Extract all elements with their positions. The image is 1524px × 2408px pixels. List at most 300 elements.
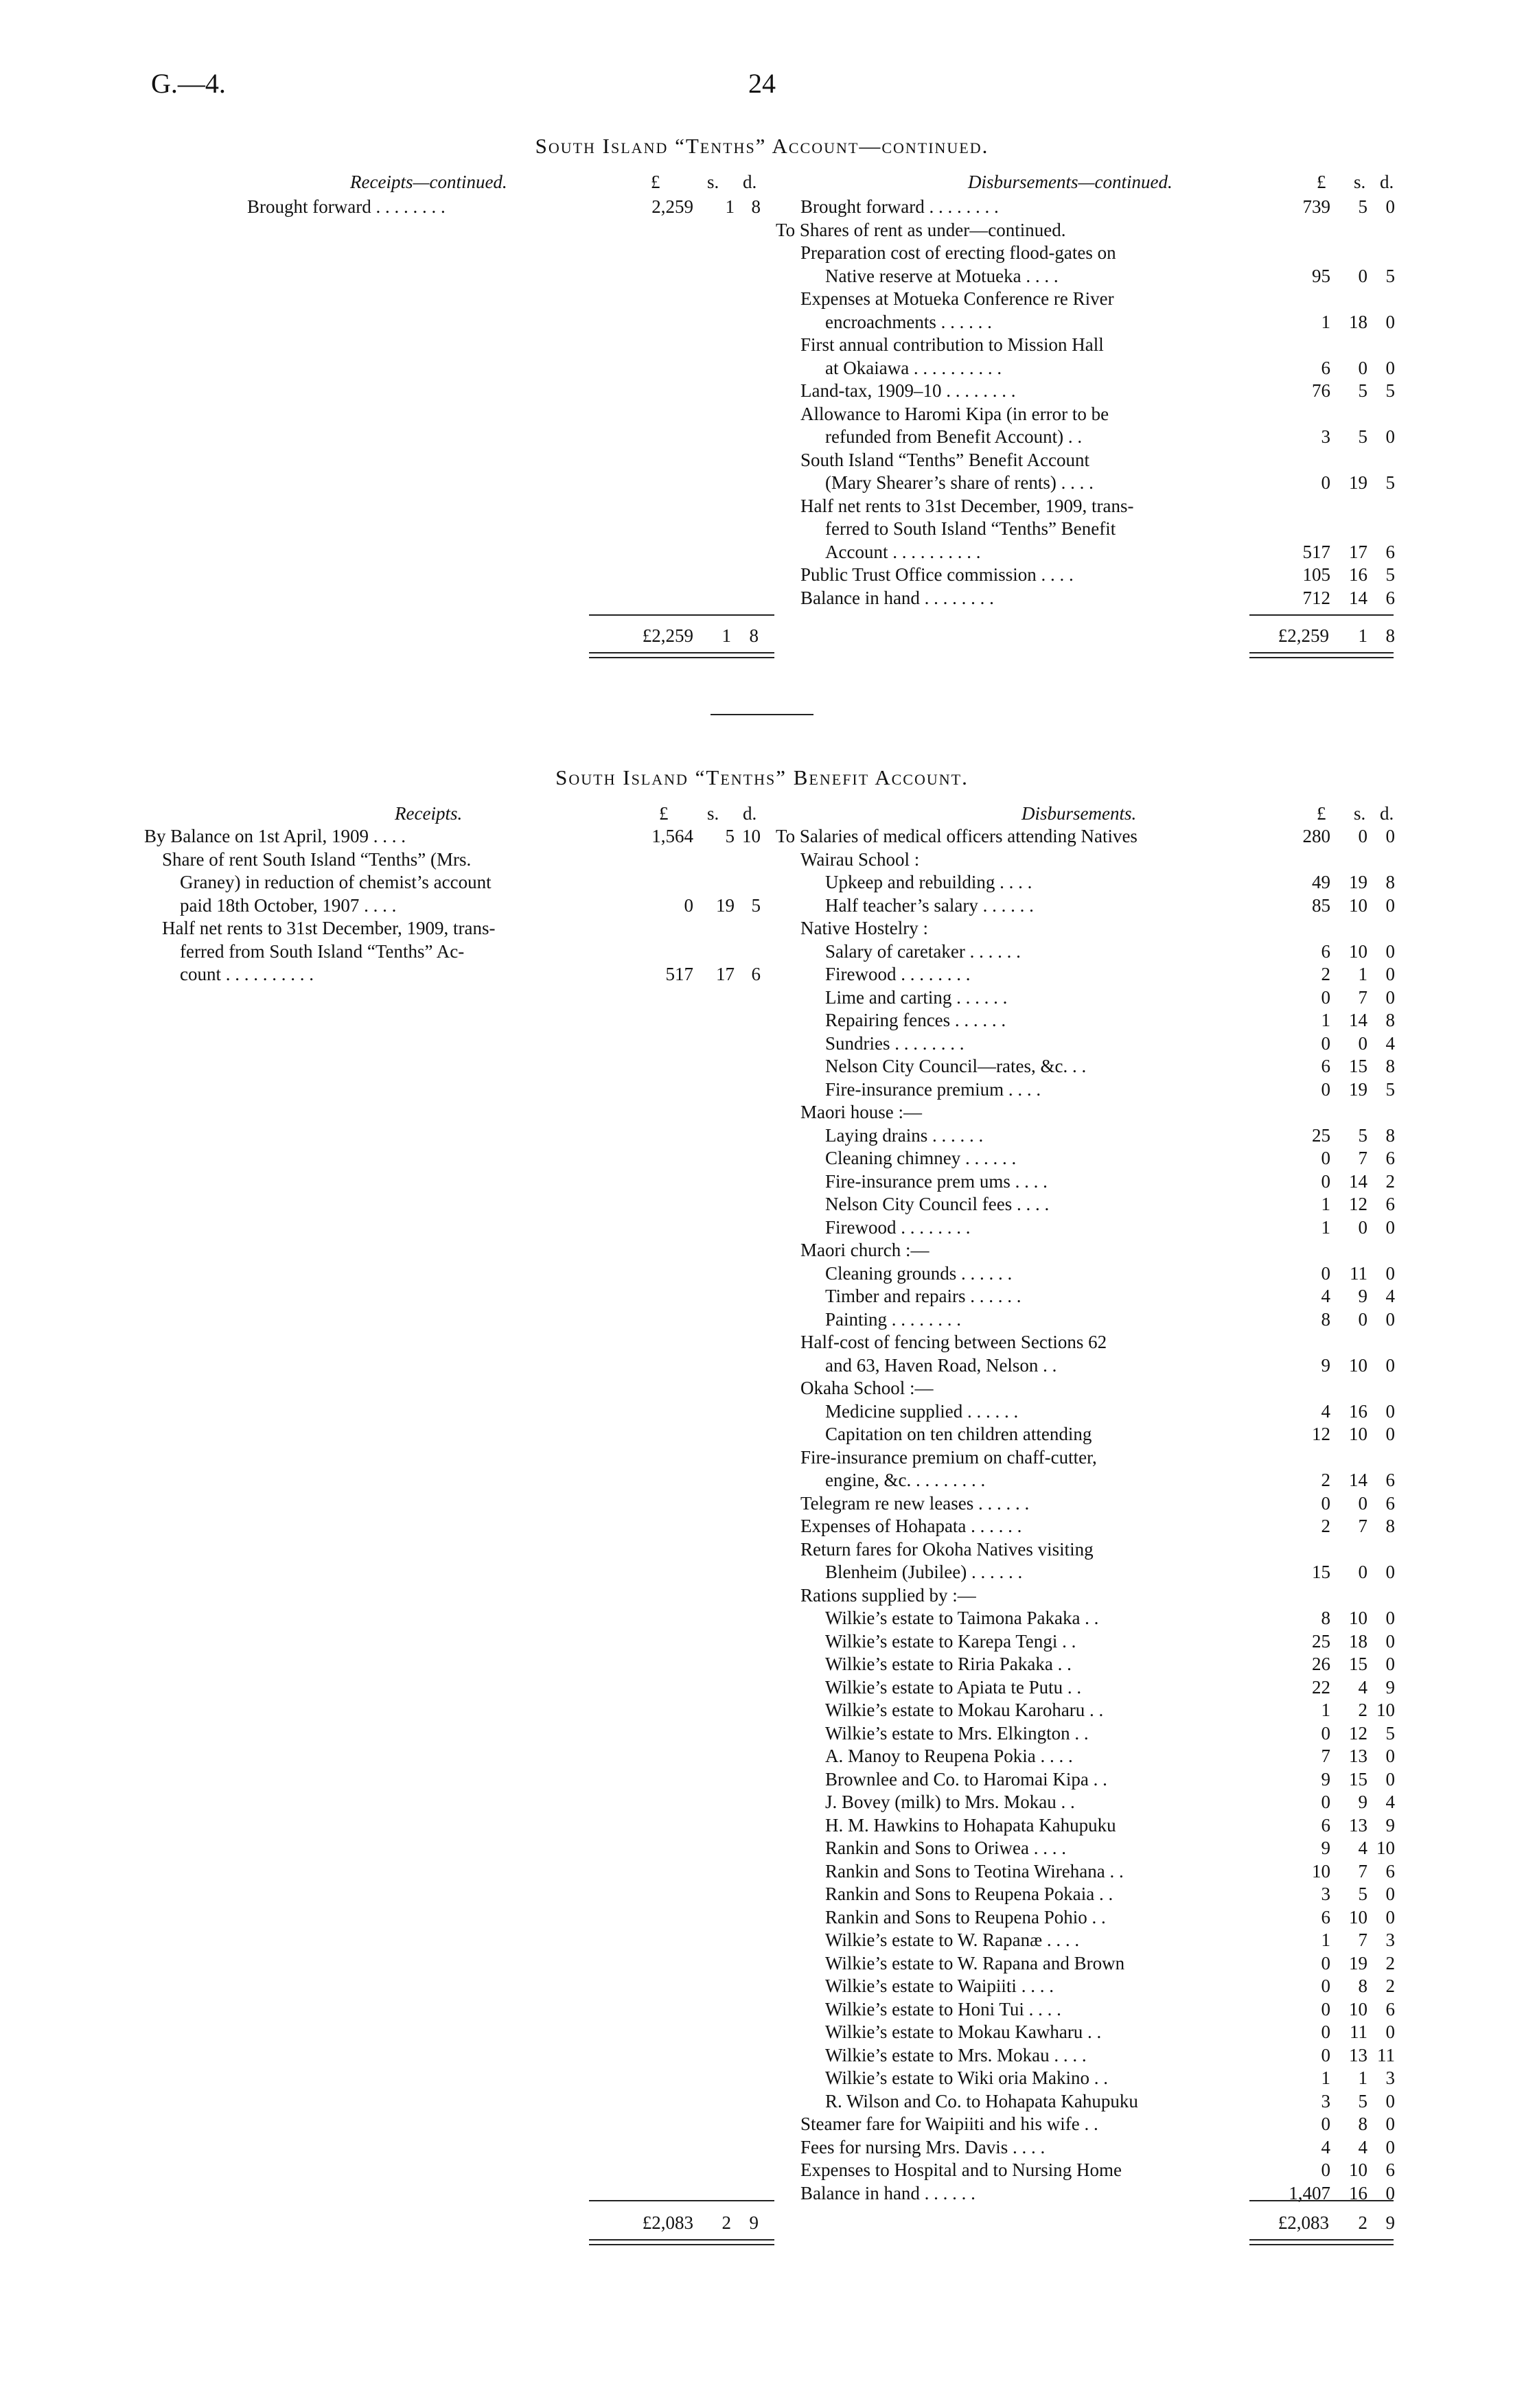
ledger-pence: 0 <box>1385 1654 1395 1674</box>
ledger-pence: 6 <box>1385 2160 1395 2180</box>
ledger-row <box>776 426 1400 448</box>
ledger-pounds: 3 <box>1321 1884 1330 1904</box>
ledger-shillings: 17 <box>716 964 735 984</box>
ledger-pounds: 0 <box>1321 1492 1330 1514</box>
ledger-row <box>776 871 1400 894</box>
ledger-shillings: 16 <box>1349 564 1367 585</box>
ledger-shillings: 12 <box>1349 1194 1367 1214</box>
account1-disb-total-pounds: £2,259 <box>1278 625 1329 646</box>
ledger-row <box>776 1469 1400 1492</box>
ledger-pounds: 6 <box>1321 1814 1330 1836</box>
ledger-shillings: 10 <box>1349 1354 1367 1376</box>
ledger-row <box>776 1515 1400 1538</box>
ledger-pounds: 1 <box>1321 1010 1330 1030</box>
ledger-item-label: Firewood . . . . . . . . <box>825 964 971 984</box>
ledger-pence: 0 <box>1385 2114 1395 2134</box>
ledger-shillings: 5 <box>1358 426 1367 447</box>
ledger-pence: 6 <box>1385 1492 1395 1514</box>
account2-disb-double-rule <box>1249 2239 1394 2245</box>
ledger-row <box>776 1446 1400 1469</box>
ledger-shillings: 0 <box>1358 1308 1367 1330</box>
ledger-item-label: Rations supplied by :— <box>800 1584 976 1606</box>
ledger-row <box>776 1055 1400 1078</box>
ledger-pence: 2 <box>1385 1952 1395 1973</box>
ledger-row <box>776 2113 1400 2135</box>
ledger-row <box>776 1860 1400 1883</box>
ledger-row <box>776 334 1400 356</box>
ledger-shillings: 13 <box>1349 1746 1367 1766</box>
ledger-pounds: 15 <box>1312 1562 1330 1582</box>
ledger-shillings: 14 <box>1349 1170 1367 1192</box>
ledger-pence: 0 <box>1385 1906 1395 1927</box>
ledger-item-label: Half-cost of fencing between Sections 62 <box>800 1332 1107 1352</box>
ledger-item-label: Wilkie’s estate to Honi Tui . . . . <box>825 1998 1061 2019</box>
ledger-shillings: 10 <box>1349 1608 1367 1628</box>
ledger-item-label: Telegram re new leases . . . . . . <box>800 1492 1030 1514</box>
ledger-row <box>144 825 769 848</box>
ledger-row <box>144 871 769 894</box>
ledger-item-label: Okaha School :— <box>800 1378 934 1398</box>
ledger-pence: 5 <box>1385 564 1395 585</box>
ledger-pounds: 0 <box>1321 2044 1330 2065</box>
ledger-shillings: 10 <box>1349 894 1367 916</box>
ledger-shillings: 1 <box>1358 964 1367 984</box>
ledger-pence: 2 <box>1385 1170 1395 1192</box>
account2-disb-total-pence: 9 <box>1385 2212 1395 2233</box>
ledger-shillings: 18 <box>1349 311 1367 332</box>
ledger-pounds: 7 <box>1321 1746 1330 1766</box>
ledger-pence: 0 <box>1385 1884 1395 1904</box>
ledger-item-label: Lime and carting . . . . . . <box>825 986 1008 1008</box>
account1-receipts-total-rule <box>589 614 774 616</box>
ledger-item-label: Wilkie’s estate to Karepa Tengi . . <box>825 1630 1076 1652</box>
ledger-pence: 0 <box>1385 1400 1395 1422</box>
ledger-item-label: Allowance to Haromi Kipa (in error to be <box>800 403 1109 424</box>
ledger-item-label: Half net rents to 31st December, 1909, trans- <box>800 495 1134 516</box>
ledger-row <box>776 1538 1400 1561</box>
ledger-pounds: 0 <box>1321 1722 1330 1744</box>
ledger-row <box>776 1607 1400 1630</box>
ledger-shillings: 0 <box>1358 1216 1367 1238</box>
ledger-pence: 5 <box>751 894 761 916</box>
ledger-row <box>776 357 1400 380</box>
ledger-pence: 0 <box>1385 1424 1395 1444</box>
ledger-row <box>776 1561 1400 1584</box>
ledger-shillings: 4 <box>1358 1676 1367 1698</box>
ledger-pounds: 0 <box>1321 2160 1330 2180</box>
ledger-pounds: 517 <box>1302 541 1330 562</box>
ledger-item-label: Nelson City Council—rates, &c. . . <box>825 1056 1087 1076</box>
ledger-shillings: 15 <box>1349 1654 1367 1674</box>
ledger-row <box>776 1400 1400 1423</box>
ledger-pence: 4 <box>1385 1792 1395 1812</box>
ledger-item-label: To Salaries of medical officers attending Natives <box>776 826 1138 846</box>
ledger-item-label: By Balance on 1st April, 1909 . . . . <box>144 826 406 846</box>
ledger-item-label: R. Wilson and Co. to Hohapata Kahupuku <box>825 2090 1138 2111</box>
ledger-pence: 8 <box>1385 1124 1395 1146</box>
ledger-item-label: Rankin and Sons to Reupena Pokaia . . <box>825 1884 1113 1904</box>
ledger-row <box>776 1078 1400 1101</box>
ledger-shillings: 7 <box>1358 1860 1367 1882</box>
ledger-pence: 2 <box>1385 1976 1395 1996</box>
account2-disb-total-rule <box>1249 2200 1394 2201</box>
ledger-row <box>776 495 1400 518</box>
ledger-pence: 0 <box>1385 964 1395 984</box>
ledger-pence: 6 <box>1385 587 1395 608</box>
ledger-row <box>776 1630 1400 1653</box>
ledger-item-label: Graney) in reduction of chemist’s account <box>180 872 492 892</box>
account2-receipts-shillings-header: s. <box>707 803 719 824</box>
ledger-pounds: 2,259 <box>651 196 693 217</box>
account1-disbursements-heading: Disbursements—continued. <box>968 172 1173 192</box>
ledger-row <box>776 1216 1400 1239</box>
ledger-shillings: 0 <box>1358 1492 1367 1514</box>
ledger-shillings: 5 <box>1358 196 1367 217</box>
ledger-item-label: South Island “Tenths” Benefit Account <box>800 449 1090 470</box>
ledger-row <box>776 1170 1400 1193</box>
ledger-pounds: 4 <box>1321 1286 1330 1306</box>
ledger-pence: 0 <box>1385 1354 1395 1376</box>
ledger-item-label: Land-tax, 1909–10 . . . . . . . . <box>800 380 1016 401</box>
ledger-shillings: 15 <box>1349 1056 1367 1076</box>
ledger-row <box>776 311 1400 334</box>
account1-disb-double-rule <box>1249 652 1394 658</box>
ledger-pence: 10 <box>1376 1838 1395 1858</box>
ledger-pounds: 739 <box>1302 196 1330 217</box>
ledger-pounds: 6 <box>1321 1056 1330 1076</box>
ledger-pence: 0 <box>1385 2022 1395 2042</box>
account1-disb-shillings-header: s. <box>1354 172 1366 192</box>
ledger-item-label: J. Bovey (milk) to Mrs. Mokau . . <box>825 1792 1075 1812</box>
account1-receipts-total-shillings: 1 <box>721 625 731 646</box>
ledger-item-label: Timber and repairs . . . . . . <box>825 1286 1021 1306</box>
ledger-row <box>776 1975 1400 1998</box>
ledger-row <box>776 1699 1400 1722</box>
ledger-shillings: 11 <box>1350 2022 1367 2042</box>
ledger-pounds: 2 <box>1321 1470 1330 1490</box>
ledger-pence: 8 <box>1385 1010 1395 1030</box>
account2-disb-pence-header: d. <box>1380 803 1394 824</box>
account1-receipts-total-pounds: £2,259 <box>642 625 693 646</box>
ledger-item-label: Rankin and Sons to Oriwea . . . . <box>825 1838 1066 1858</box>
ledger-pence: 0 <box>1385 894 1395 916</box>
ledger-shillings: 5 <box>1358 2090 1367 2111</box>
ledger-item-label: Wilkie’s estate to W. Rapanæ . . . . <box>825 1930 1080 1950</box>
ledger-item-label: Wilkie’s estate to Mokau Kawharu . . <box>825 2022 1102 2042</box>
ledger-item-label: Wilkie’s estate to Mrs. Mokau . . . . <box>825 2044 1087 2065</box>
ledger-pence: 5 <box>1385 1078 1395 1100</box>
ledger-pounds: 0 <box>1321 2114 1330 2134</box>
ledger-shillings: 18 <box>1349 1630 1367 1652</box>
ledger-pence: 10 <box>1376 1700 1395 1720</box>
ledger-item-label: encroachments . . . . . . <box>825 311 992 332</box>
ledger-shillings: 13 <box>1349 1814 1367 1836</box>
ledger-shillings: 12 <box>1349 1722 1367 1744</box>
ledger-shillings: 10 <box>1349 1906 1367 1927</box>
ledger-row <box>776 564 1400 586</box>
document-reference: G.—4. <box>151 68 226 99</box>
ledger-row <box>776 1791 1400 1814</box>
ledger-pounds: 0 <box>1321 1976 1330 1996</box>
ledger-row <box>776 1837 1400 1860</box>
ledger-pounds: 0 <box>1321 1148 1330 1168</box>
ledger-pence: 9 <box>1385 1814 1395 1836</box>
ledger-shillings: 4 <box>1358 2136 1367 2157</box>
ledger-row <box>776 1308 1400 1331</box>
ledger-pounds: 0 <box>1321 472 1330 493</box>
ledger-row <box>776 1331 1400 1354</box>
ledger-item-label: Wilkie’s estate to Taimona Pakaka . . <box>825 1608 1099 1628</box>
account1-receipts-shillings-header: s. <box>707 172 719 192</box>
ledger-shillings: 1 <box>1358 2068 1367 2088</box>
ledger-pounds: 9 <box>1321 1768 1330 1790</box>
ledger-item-label: and 63, Haven Road, Nelson . . <box>825 1354 1057 1376</box>
ledger-pence: 0 <box>1385 1746 1395 1766</box>
ledger-item-label: Return fares for Okoha Natives visiting <box>800 1538 1094 1560</box>
ledger-item-label: Fire-insurance premium on chaff-cutter, <box>800 1446 1097 1468</box>
ledger-row <box>776 1262 1400 1285</box>
ledger-item-label: H. M. Hawkins to Hohapata Kahupuku <box>825 1814 1116 1836</box>
ledger-pence: 0 <box>1385 1608 1395 1628</box>
ledger-row <box>776 587 1400 610</box>
ledger-pence: 6 <box>1385 1998 1395 2019</box>
ledger-pounds: 2 <box>1321 964 1330 984</box>
ledger-shillings: 19 <box>1349 1078 1367 1100</box>
ledger-row <box>776 1998 1400 2021</box>
account1-receipts-total-pence: 8 <box>749 625 759 646</box>
ledger-pounds: 517 <box>665 964 693 984</box>
ledger-pence: 0 <box>1385 986 1395 1008</box>
ledger-row <box>776 1377 1400 1400</box>
account2-receipts-total-shillings: 2 <box>721 2212 731 2233</box>
ledger-shillings: 16 <box>1349 2182 1367 2203</box>
ledger-row <box>776 963 1400 986</box>
ledger-item-label: Capitation on ten children attending <box>825 1424 1092 1444</box>
ledger-pounds: 0 <box>1321 1952 1330 1973</box>
ledger-pounds: 4 <box>1321 1400 1330 1422</box>
ledger-pounds: 12 <box>1312 1424 1330 1444</box>
ledger-item-label: Upkeep and rebuilding . . . . <box>825 872 1032 892</box>
ledger-item-label: Rankin and Sons to Teotina Wirehana . . <box>825 1860 1124 1882</box>
ledger-pounds: 1 <box>1321 1216 1330 1238</box>
ledger-row <box>144 917 769 940</box>
ledger-pounds: 1,564 <box>651 826 693 846</box>
ledger-item-label: Nelson City Council fees . . . . <box>825 1194 1050 1214</box>
ledger-pence: 0 <box>1385 1630 1395 1652</box>
ledger-row <box>776 940 1400 963</box>
ledger-pence: 5 <box>1385 380 1395 401</box>
ledger-item-label: Wilkie’s estate to Waipiiti . . . . <box>825 1976 1054 1996</box>
ledger-shillings: 16 <box>1349 1400 1367 1422</box>
ledger-pence: 6 <box>1385 1470 1395 1490</box>
ledger-row <box>776 1906 1400 1929</box>
ledger-shillings: 9 <box>1358 1286 1367 1306</box>
ledger-shillings: 0 <box>1358 826 1367 846</box>
ledger-item-label: Wairau School : <box>800 848 920 870</box>
ledger-item-label: Wilkie’s estate to Mrs. Elkington . . <box>825 1722 1089 1744</box>
account2-disb-total-shillings: 2 <box>1358 2212 1367 2233</box>
ledger-row <box>776 288 1400 310</box>
ledger-pence: 0 <box>1385 1562 1395 1582</box>
ledger-row <box>776 242 1400 264</box>
ledger-item-label: To Shares of rent as under—continued. <box>776 219 1066 240</box>
ledger-pounds: 3 <box>1321 426 1330 447</box>
ledger-item-label: Fire-insurance premium . . . . <box>825 1078 1041 1100</box>
ledger-pence: 8 <box>1385 1516 1395 1536</box>
ledger-pounds: 0 <box>1321 1792 1330 1812</box>
ledger-shillings: 7 <box>1358 1148 1367 1168</box>
ledger-pounds: 10 <box>1312 1860 1330 1882</box>
ledger-item-label: Firewood . . . . . . . . <box>825 1216 971 1238</box>
ledger-row <box>776 1929 1400 1952</box>
ledger-item-label: Wilkie’s estate to W. Rapana and Brown <box>825 1952 1125 1973</box>
ledger-shillings: 7 <box>1358 1930 1367 1950</box>
ledger-item-label: Salary of caretaker . . . . . . <box>825 940 1021 962</box>
ledger-pence: 0 <box>1385 426 1395 447</box>
ledger-item-label: Expenses to Hospital and to Nursing Home <box>800 2160 1122 2180</box>
ledger-row <box>776 917 1400 940</box>
ledger-pence: 0 <box>1385 1768 1395 1790</box>
ledger-row <box>776 1768 1400 1791</box>
ledger-shillings: 10 <box>1349 1998 1367 2019</box>
ledger-shillings: 0 <box>1358 1562 1367 1582</box>
ledger-pounds: 4 <box>1321 2136 1330 2157</box>
ledger-pence: 5 <box>1385 472 1395 493</box>
ledger-pence: 6 <box>1385 1148 1395 1168</box>
ledger-row <box>776 2044 1400 2067</box>
ledger-item-label: Fire-insurance prem ums . . . . <box>825 1170 1048 1192</box>
ledger-item-label: Cleaning chimney . . . . . . <box>825 1148 1017 1168</box>
ledger-pounds: 6 <box>1321 940 1330 962</box>
ledger-item-label: count . . . . . . . . . . <box>180 964 314 984</box>
ledger-item-label: engine, &c. . . . . . . . . <box>825 1470 986 1490</box>
account2-disbursements-heading: Disbursements. <box>1021 803 1137 824</box>
ledger-item-label: Balance in hand . . . . . . . . <box>800 587 994 608</box>
ledger-pence: 0 <box>1385 1308 1395 1330</box>
ledger-item-label: Share of rent South Island “Tenths” (Mrs. <box>162 848 472 870</box>
ledger-shillings: 14 <box>1349 587 1367 608</box>
account1-title: South Island “Tenths” Account—continued. <box>535 134 989 158</box>
ledger-shillings: 7 <box>1358 1516 1367 1536</box>
ledger-item-label: Painting . . . . . . . . <box>825 1308 962 1330</box>
account1-disb-pounds-header: £ <box>1317 172 1326 192</box>
ledger-shillings: 14 <box>1349 1010 1367 1030</box>
ledger-pence: 0 <box>1385 2090 1395 2111</box>
ledger-shillings: 10 <box>1349 2160 1367 2180</box>
ledger-item-label: Native reserve at Motueka . . . . <box>825 265 1059 286</box>
ledger-pence: 0 <box>1385 1262 1395 1284</box>
account1-receipts-double-rule <box>589 652 774 658</box>
ledger-row <box>776 986 1400 1009</box>
ledger-pounds: 9 <box>1321 1838 1330 1858</box>
ledger-row <box>776 894 1400 917</box>
ledger-item-label: Sundries . . . . . . . . <box>825 1032 965 1054</box>
ledger-pence: 4 <box>1385 1032 1395 1054</box>
ledger-row <box>776 1147 1400 1170</box>
ledger-pounds: 9 <box>1321 1354 1330 1376</box>
ledger-row <box>776 1354 1400 1377</box>
ledger-shillings: 4 <box>1358 1838 1367 1858</box>
ledger-pounds: 0 <box>1321 1998 1330 2019</box>
ledger-pounds: 280 <box>1302 826 1330 846</box>
ledger-item-label: Half teacher’s salary . . . . . . <box>825 894 1034 916</box>
ledger-item-label: Preparation cost of erecting flood-gates on <box>800 242 1116 263</box>
ledger-item-label: Steamer fare for Waipiiti and his wife . . <box>800 2114 1098 2134</box>
ledger-shillings: 8 <box>1358 2114 1367 2134</box>
ledger-row <box>144 963 769 986</box>
ledger-item-label: Account . . . . . . . . . . <box>825 541 981 562</box>
account2-receipts-pence-header: d. <box>743 803 757 824</box>
ledger-pounds: 0 <box>1321 1078 1330 1100</box>
ledger-row <box>776 1285 1400 1308</box>
ledger-row <box>776 403 1400 426</box>
ledger-shillings: 0 <box>1358 265 1367 286</box>
account2-receipts-total-pence: 9 <box>749 2212 759 2233</box>
ledger-row <box>144 894 769 917</box>
ledger-row <box>776 196 1400 218</box>
ledger-row <box>776 449 1400 472</box>
ledger-pounds: 1,407 <box>1289 2182 1330 2203</box>
ledger-shillings: 5 <box>1358 1884 1367 1904</box>
ledger-shillings: 19 <box>1349 1952 1367 1973</box>
ledger-pence: 0 <box>1385 2182 1395 2203</box>
ledger-item-label: Repairing fences . . . . . . <box>825 1010 1006 1030</box>
ledger-item-label: Medicine supplied . . . . . . <box>825 1400 1019 1422</box>
ledger-pounds: 1 <box>1321 1930 1330 1950</box>
ledger-pounds: 1 <box>1321 1194 1330 1214</box>
ledger-row <box>776 825 1400 848</box>
ledger-shillings: 9 <box>1358 1792 1367 1812</box>
ledger-pounds: 0 <box>684 894 693 916</box>
section-separator <box>711 714 813 715</box>
ledger-row <box>776 848 1400 871</box>
ledger-item-label: Native Hostelry : <box>800 918 928 938</box>
ledger-shillings: 19 <box>1349 872 1367 892</box>
ledger-pounds: 105 <box>1302 564 1330 585</box>
ledger-row <box>776 1009 1400 1032</box>
ledger-pounds: 712 <box>1302 587 1330 608</box>
ledger-pence: 11 <box>1377 2044 1395 2065</box>
ledger-item-label: Fees for nursing Mrs. Davis . . . . <box>800 2136 1046 2157</box>
account2-receipts-heading: Receipts. <box>395 803 463 824</box>
ledger-pence: 0 <box>1385 826 1395 846</box>
ledger-pounds: 0 <box>1321 1032 1330 1054</box>
ledger-row <box>776 1124 1400 1147</box>
ledger-row <box>776 2090 1400 2113</box>
ledger-row <box>776 518 1400 540</box>
ledger-item-label: ferred from South Island “Tenths” Ac- <box>180 940 465 962</box>
ledger-pounds: 0 <box>1321 2022 1330 2042</box>
ledger-shillings: 11 <box>1350 1262 1367 1284</box>
ledger-item-label: Expenses at Motueka Conference re River <box>800 288 1114 309</box>
ledger-row <box>776 1653 1400 1676</box>
account2-disb-shillings-header: s. <box>1354 803 1366 824</box>
ledger-row <box>776 1952 1400 1975</box>
account1-receipts-heading: Receipts—continued. <box>350 172 507 192</box>
ledger-item-label: Wilkie’s estate to Mokau Karoharu . . <box>825 1700 1104 1720</box>
ledger-row <box>776 1492 1400 1515</box>
ledger-shillings: 19 <box>716 894 735 916</box>
account1-receipts-pence-header: d. <box>743 172 757 192</box>
ledger-row <box>776 1745 1400 1768</box>
ledger-pence: 8 <box>1385 1056 1395 1076</box>
ledger-item-label: Cleaning grounds . . . . . . <box>825 1262 1013 1284</box>
ledger-shillings: 10 <box>1349 940 1367 962</box>
ledger-pence: 0 <box>1385 2136 1395 2157</box>
ledger-pounds: 8 <box>1321 1608 1330 1628</box>
ledger-row <box>776 1193 1400 1216</box>
ledger-pounds: 76 <box>1312 380 1330 401</box>
